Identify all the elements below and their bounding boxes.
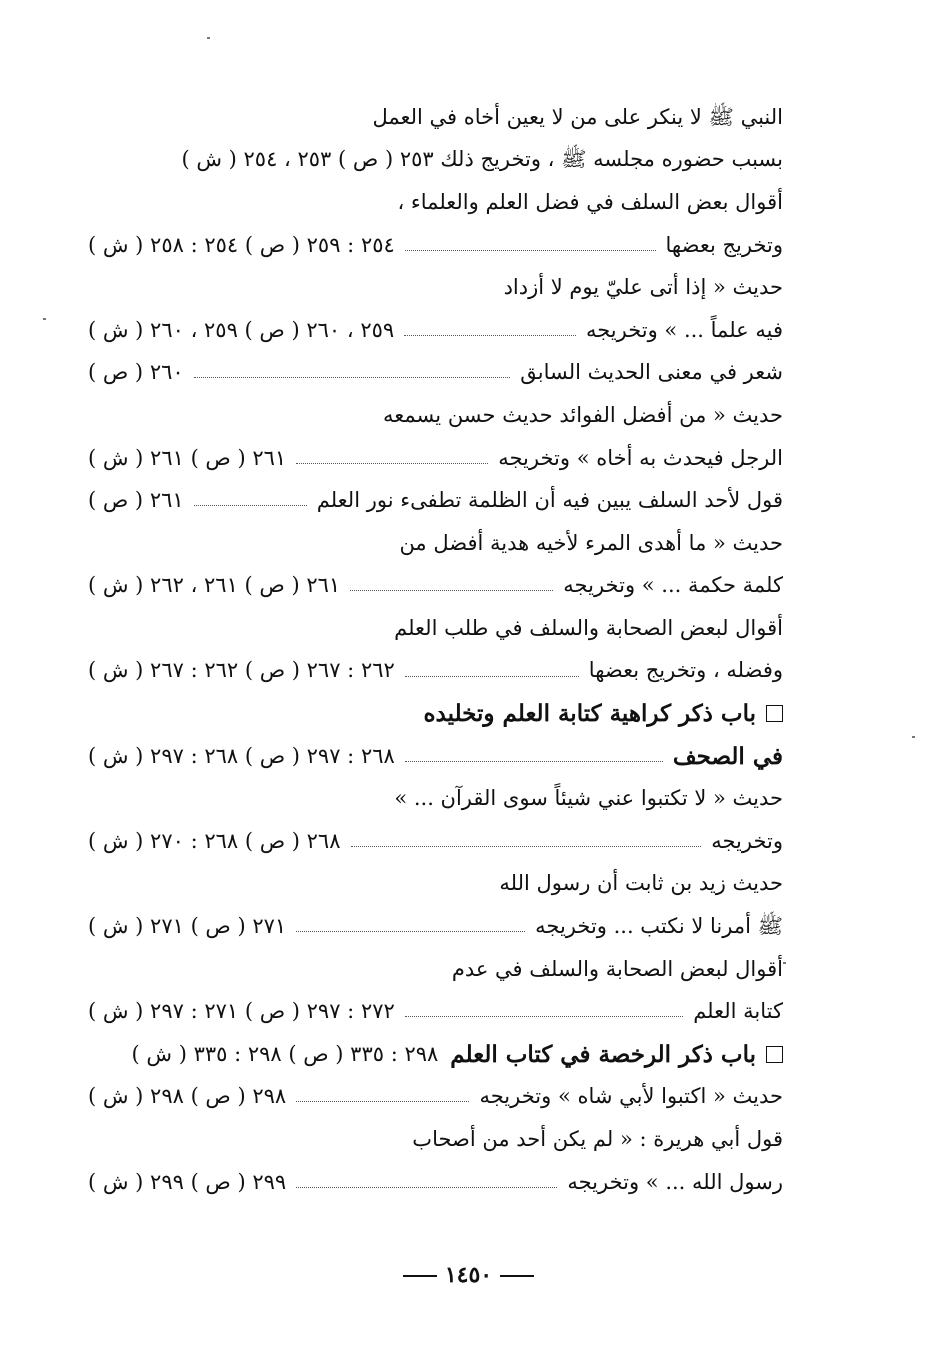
page-reference: ٢٥٩ ، ٢٦٠ ( ص ) ٢٥٩ ، ٢٦٠ ( ش ) [88, 317, 395, 342]
index-entry [88, 948, 783, 991]
index-entry [88, 650, 783, 693]
square-icon [766, 705, 783, 722]
index-entry [88, 394, 783, 437]
index-entry [88, 224, 783, 267]
page-reference: ٢٦١ ( ص ) ٢٦١ ( ش ) [88, 445, 287, 470]
entry-label: حديث « اكتبوا لأبي شاه » وتخريجه [479, 1084, 783, 1109]
page-number [0, 1262, 937, 1288]
index-entry [88, 990, 783, 1033]
index-entry [88, 863, 783, 906]
index-entry [88, 778, 783, 821]
entry-label: في الصحف [672, 742, 783, 770]
chapter-heading [88, 735, 783, 778]
page-reference: ٢٦١ ( ص ) ٢٦١ ، ٢٦٢ ( ش ) [88, 573, 341, 598]
page-reference: ٢٦٨ ( ص ) ٢٦٨ : ٢٧٠ ( ش ) [88, 828, 341, 853]
entry-label: بسبب حضوره مجلسه ﷺ ، وتخريج ذلك ٢٥٣ ( ص ) ٢٥٣ ، ٢٥٤ ( ش ) [181, 147, 783, 172]
chapter-heading [88, 1033, 783, 1076]
entry-label: الرجل فيحدث به أخاه » وتخريجه [498, 445, 783, 470]
leader-dots [194, 505, 307, 506]
leader-dots [405, 676, 579, 677]
page-reference: ٢٩٨ : ٣٣٥ ( ص ) ٢٩٨ : ٣٣٥ ( ش ) [131, 1041, 439, 1066]
entry-label: حديث « من أفضل الفوائد حديث حسن يسمعه [383, 402, 783, 427]
chapter-heading [88, 692, 783, 735]
entry-label: باب ذكر كراهية كتابة العلم وتخليده [423, 699, 756, 727]
scan-speck [207, 37, 210, 39]
leader-dots [296, 1101, 469, 1102]
leader-dots [296, 1187, 557, 1188]
entry-label: أقوال بعض السلف في فضل العلم والعلماء ، [397, 189, 783, 214]
folio-dash-left [500, 1275, 534, 1277]
leader-dots [405, 250, 656, 251]
index-entry [88, 139, 783, 182]
index-entry [88, 96, 783, 139]
entry-label: وتخريجه [711, 828, 783, 853]
page-reference: ٢٥٤ : ٢٥٩ ( ص ) ٢٥٤ : ٢٥٨ ( ش ) [88, 232, 395, 257]
index-entry [88, 607, 783, 650]
page-reference: ٢٧٢ : ٢٩٧ ( ص ) ٢٧١ : ٢٩٧ ( ش ) [88, 999, 395, 1024]
scan-speck [783, 962, 786, 964]
entry-label: رسول الله ... » وتخريجه [567, 1169, 783, 1194]
index-entry [88, 565, 783, 608]
square-icon [766, 1046, 783, 1063]
scan-speck [43, 318, 46, 320]
page-reference: ٢٦٠ ( ص ) [88, 360, 184, 385]
leader-dots [296, 931, 525, 932]
entry-label: كلمة حكمة ... » وتخريجه [563, 573, 783, 598]
entry-label: أقوال لبعض الصحابة والسلف في طلب العلم [394, 615, 783, 640]
leader-dots [405, 761, 663, 762]
page-reference: ٢٩٨ ( ص ) ٢٩٨ ( ش ) [88, 1084, 287, 1109]
index-entry [88, 1161, 783, 1204]
index-entry [88, 437, 783, 480]
leader-dots [194, 377, 511, 378]
index-entry [88, 1076, 783, 1119]
index-entry [88, 522, 783, 565]
index-entry [88, 905, 783, 948]
entry-label: قول أبي هريرة : « لم يكن أحد من أصحاب [412, 1127, 783, 1151]
index-entry [88, 1118, 783, 1161]
entry-label: حديث « لا تكتبوا عني شيئاً سوى القرآن ... » [394, 786, 783, 811]
entry-label: فيه علماً ... » وتخريجه [585, 317, 783, 342]
index-entry [88, 820, 783, 863]
entry-label: كتابة العلم [693, 999, 783, 1024]
index-entry [88, 309, 783, 352]
index-entry [88, 266, 783, 309]
scan-speck [912, 736, 915, 738]
index-entries [88, 96, 783, 1203]
entry-label: أقوال لبعض الصحابة والسلف في عدم [451, 956, 783, 981]
leader-dots [404, 335, 576, 336]
entry-label: حديث « ما أهدى المرء لأخيه هدية أفضل من [399, 530, 783, 555]
leader-dots [350, 590, 553, 591]
entry-label: النبي ﷺ لا ينكر على من لا يعين أخاه في العمل [372, 104, 783, 129]
leader-dots [351, 846, 702, 847]
entry-label: باب ذكر الرخصة في كتاب العلم [450, 1040, 756, 1068]
entry-label: حديث « إذا أتى عليّ يوم لا أزداد [503, 275, 783, 300]
page-reference: ٢٦٨ : ٢٩٧ ( ص ) ٢٦٨ : ٢٩٧ ( ش ) [88, 743, 395, 768]
entry-label: وفضله ، وتخريج بعضها [588, 658, 783, 683]
index-entry [88, 181, 783, 224]
index-entry [88, 479, 783, 522]
index-entry [88, 352, 783, 395]
entry-label: وتخريج بعضها [665, 232, 783, 257]
page-reference: ٢٦٢ : ٢٦٧ ( ص ) ٢٦٢ : ٢٦٧ ( ش ) [88, 658, 395, 683]
folio-number: ١٤٥٠ [444, 1262, 493, 1288]
entry-label: ﷺ أمرنا لا نكتب ... وتخريجه [535, 914, 783, 939]
entry-label: قول لأحد السلف يبين فيه أن الظلمة تطفىء نور العلم [316, 488, 783, 513]
leader-dots [296, 463, 488, 464]
leader-dots [405, 1016, 683, 1017]
page-reference: ٢٧١ ( ص ) ٢٧١ ( ش ) [88, 914, 287, 939]
page-reference: ٢٦١ ( ص ) [88, 488, 184, 513]
page-reference: ٢٩٩ ( ص ) ٢٩٩ ( ش ) [88, 1169, 287, 1194]
entry-label: حديث زيد بن ثابت أن رسول الله [499, 871, 783, 896]
folio-dash-right [403, 1275, 437, 1277]
entry-label: شعر في معنى الحديث السابق [520, 360, 783, 385]
